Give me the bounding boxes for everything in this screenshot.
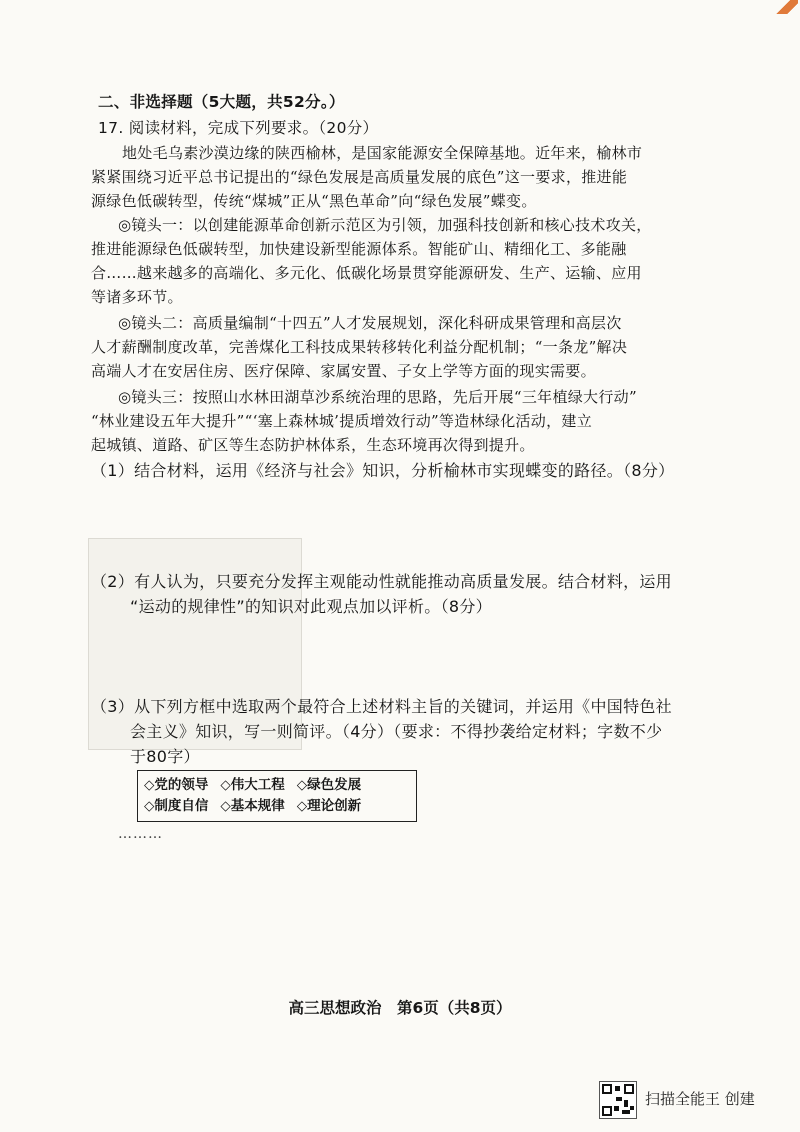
section-heading: 二、非选择题（5大题，共52分。） (98, 93, 345, 111)
scanner-watermark-label: 扫描全能王 创建 (645, 1090, 755, 1108)
keyword-basic-law: ◇基本规律 (220, 798, 285, 814)
material-line-4: ◎镜头一：以创建能源革命创新示范区为引领，加强科技创新和核心技术攻关， (118, 216, 652, 234)
material-line-6: 合……越来越多的高端化、多元化、低碳化场景贯穿能源研发、生产、运输、应用 (91, 264, 642, 282)
material-line-3: 源绿色低碳转型，传统“煤城”正从“黑色革命”向“绿色发展”蝶变。 (91, 192, 537, 210)
material-line-7: 等诸多环节。 (91, 288, 183, 306)
qr-code-icon (599, 1081, 637, 1119)
keyword-row-1 (144, 775, 410, 796)
ellipsis: ……… (118, 826, 163, 842)
corner-tab-mark (776, 0, 798, 14)
sub-question-2-line-1: （2）有人认为，只要充分发挥主观能动性就能推动高质量发展。结合材料，运用 (91, 572, 672, 591)
material-line-8: ◎镜头二：高质量编制“十四五”人才发展规划，深化科研成果管理和高层次 (118, 314, 622, 332)
material-line-5: 推进能源绿色低碳转型，加快建设新型能源体系。智能矿山、精细化工、多能融 (91, 240, 627, 258)
keyword-box (137, 770, 417, 822)
material-line-2: 紧紧围绕习近平总书记提出的“绿色发展是高质量发展的底色”这一要求，推进能 (91, 168, 628, 186)
sub-question-3-line-1: （3）从下列方框中选取两个最符合上述材料主旨的关键词，并运用《中国特色社 (91, 697, 672, 716)
keyword-green-development: ◇绿色发展 (296, 777, 362, 793)
question-17-prompt: 17. 阅读材料，完成下列要求。（20分） (98, 119, 379, 137)
sub-question-3-line-2: 会主义》知识，写一则简评。（4分）（要求：不得抄袭给定材料；字数不少 (130, 722, 663, 741)
material-line-12: “林业建设五年大提升”“‘塞上森林城’提质增效行动”等造林绿化活动，建立 (91, 412, 593, 430)
material-line-1: 地处毛乌素沙漠边缘的陕西榆林，是国家能源安全保障基地。近年来，榆林市 (122, 144, 643, 162)
sub-question-2-line-2: “运动的规律性”的知识对此观点加以评析。（8分） (130, 597, 492, 616)
material-line-10: 高端人才在安居住房、医疗保障、家属安置、子女上学等方面的现实需要。 (91, 362, 596, 380)
keyword-row-2 (144, 796, 410, 817)
keyword-theoretical-innovation: ◇理论创新 (296, 798, 362, 814)
keyword-party-leadership: ◇党的领导 (144, 777, 209, 793)
material-line-13: 起城镇、道路、矿区等生态防护林体系，生态环境再次得到提升。 (91, 436, 535, 454)
keyword-great-project: ◇伟大工程 (220, 777, 285, 793)
material-line-9: 人才薪酬制度改革，完善煤化工科技成果转移转化利益分配机制；“一条龙”解决 (91, 338, 628, 356)
material-line-11: ◎镜头三：按照山水林田湖草沙系统治理的思路，先后开展“三年植绿大行动” (118, 388, 637, 406)
keyword-institutional-confidence: ◇制度自信 (144, 798, 209, 814)
sub-question-3-line-3: 于80字） (130, 747, 200, 766)
page-footer: 高三思想政治 第6页（共8页） (288, 999, 512, 1017)
sub-question-1: （1）结合材料，运用《经济与社会》知识，分析榆林市实现蝶变的路径。（8分） (91, 461, 675, 480)
